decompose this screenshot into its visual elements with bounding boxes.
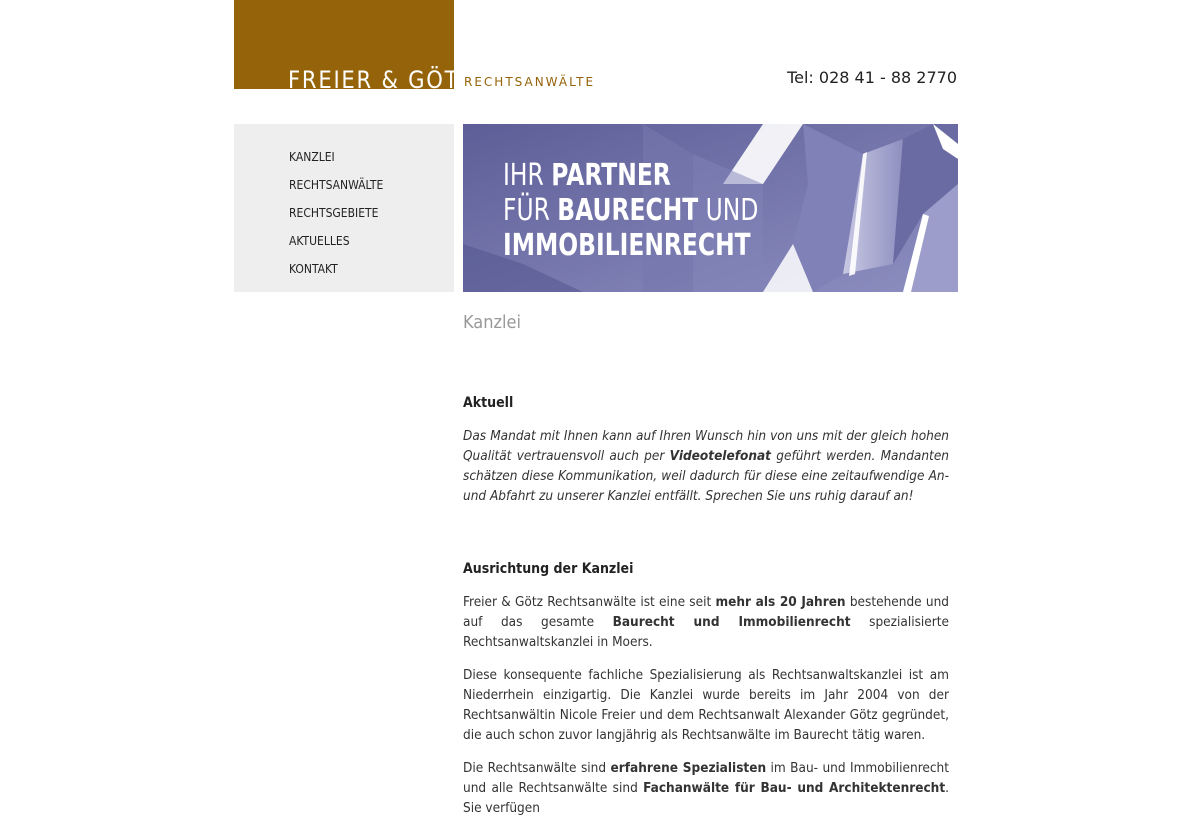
hero-line-2: FÜR BAURECHT UND (503, 193, 759, 228)
nav-item-aktuelles[interactable]: AKTUELLES (289, 234, 350, 248)
ausrichtung-heading: Ausrichtung der Kanzlei (463, 561, 634, 577)
nav-item-kanzlei[interactable]: KANZLEI (289, 150, 335, 164)
phone-number: Tel: 028 41 - 88 2770 (787, 68, 957, 87)
hero-line-1: IHR PARTNER (503, 158, 671, 193)
ausrichtung-paragraph-1: Freier & Götz Rechtsanwälte ist eine seit mehr als 20 Jahren bestehende und auf das gesamte Baurecht und Immobilienrecht spezialisierte Rechtsanwaltskanzlei in Moers. (463, 594, 950, 650)
page-title: Kanzlei (463, 312, 521, 333)
logo-name[interactable]: FREIER & GÖTZ (288, 66, 476, 94)
nav-item-rechtsgebiete[interactable]: RECHTSGEBIETE (289, 206, 379, 220)
ausrichtung-paragraph-3: Die Rechtsanwälte sind erfahrene Spezialisten im Bau- und Immobilienrecht und alle Rechtsanwälte sind Fachanwälte für Bau- und Architektenrecht. Sie verfügen (463, 760, 949, 816)
nav-item-rechtsanwaelte[interactable]: RECHTSANWÄLTE (289, 178, 384, 192)
hero-line-3: IMMOBILIENRECHT (503, 228, 751, 263)
aktuell-heading: Aktuell (463, 395, 514, 411)
aktuell-paragraph: Das Mandat mit Ihnen kann auf Ihren Wunsch hin von uns mit der gleich hohen Qualität vertrauensvoll auch per Videotelefonat geführt werden. Mandanten schätzen diese Kommunikation, weil dadurch für diese eine zeitaufwendige An- und Abfahrt zu unserer Kanzlei entfällt. Sprechen Sie uns ruhig darauf an! (463, 428, 949, 504)
ausrichtung-paragraph-2: Diese konsequente fachliche Spezialisierung als Rechtsanwaltskanzlei ist am Niederrhein einzigartig. Die Kanzlei wurde bereits im Jahr 2004 von der Rechtsanwältin Nicole Freier und dem Rechtsanwalt Alexander Götz gegründet, die auch schon zuvor langjährig als Rechtsanwälte im Baurecht tätig waren. (463, 667, 949, 743)
nav-item-kontakt[interactable]: KONTAKT (289, 262, 338, 276)
hero-text (503, 158, 830, 263)
main-nav (234, 124, 454, 292)
logo-subtitle: RECHTSANWÄLTE (464, 75, 596, 89)
hero-banner (463, 124, 958, 292)
main-content (463, 308, 949, 831)
